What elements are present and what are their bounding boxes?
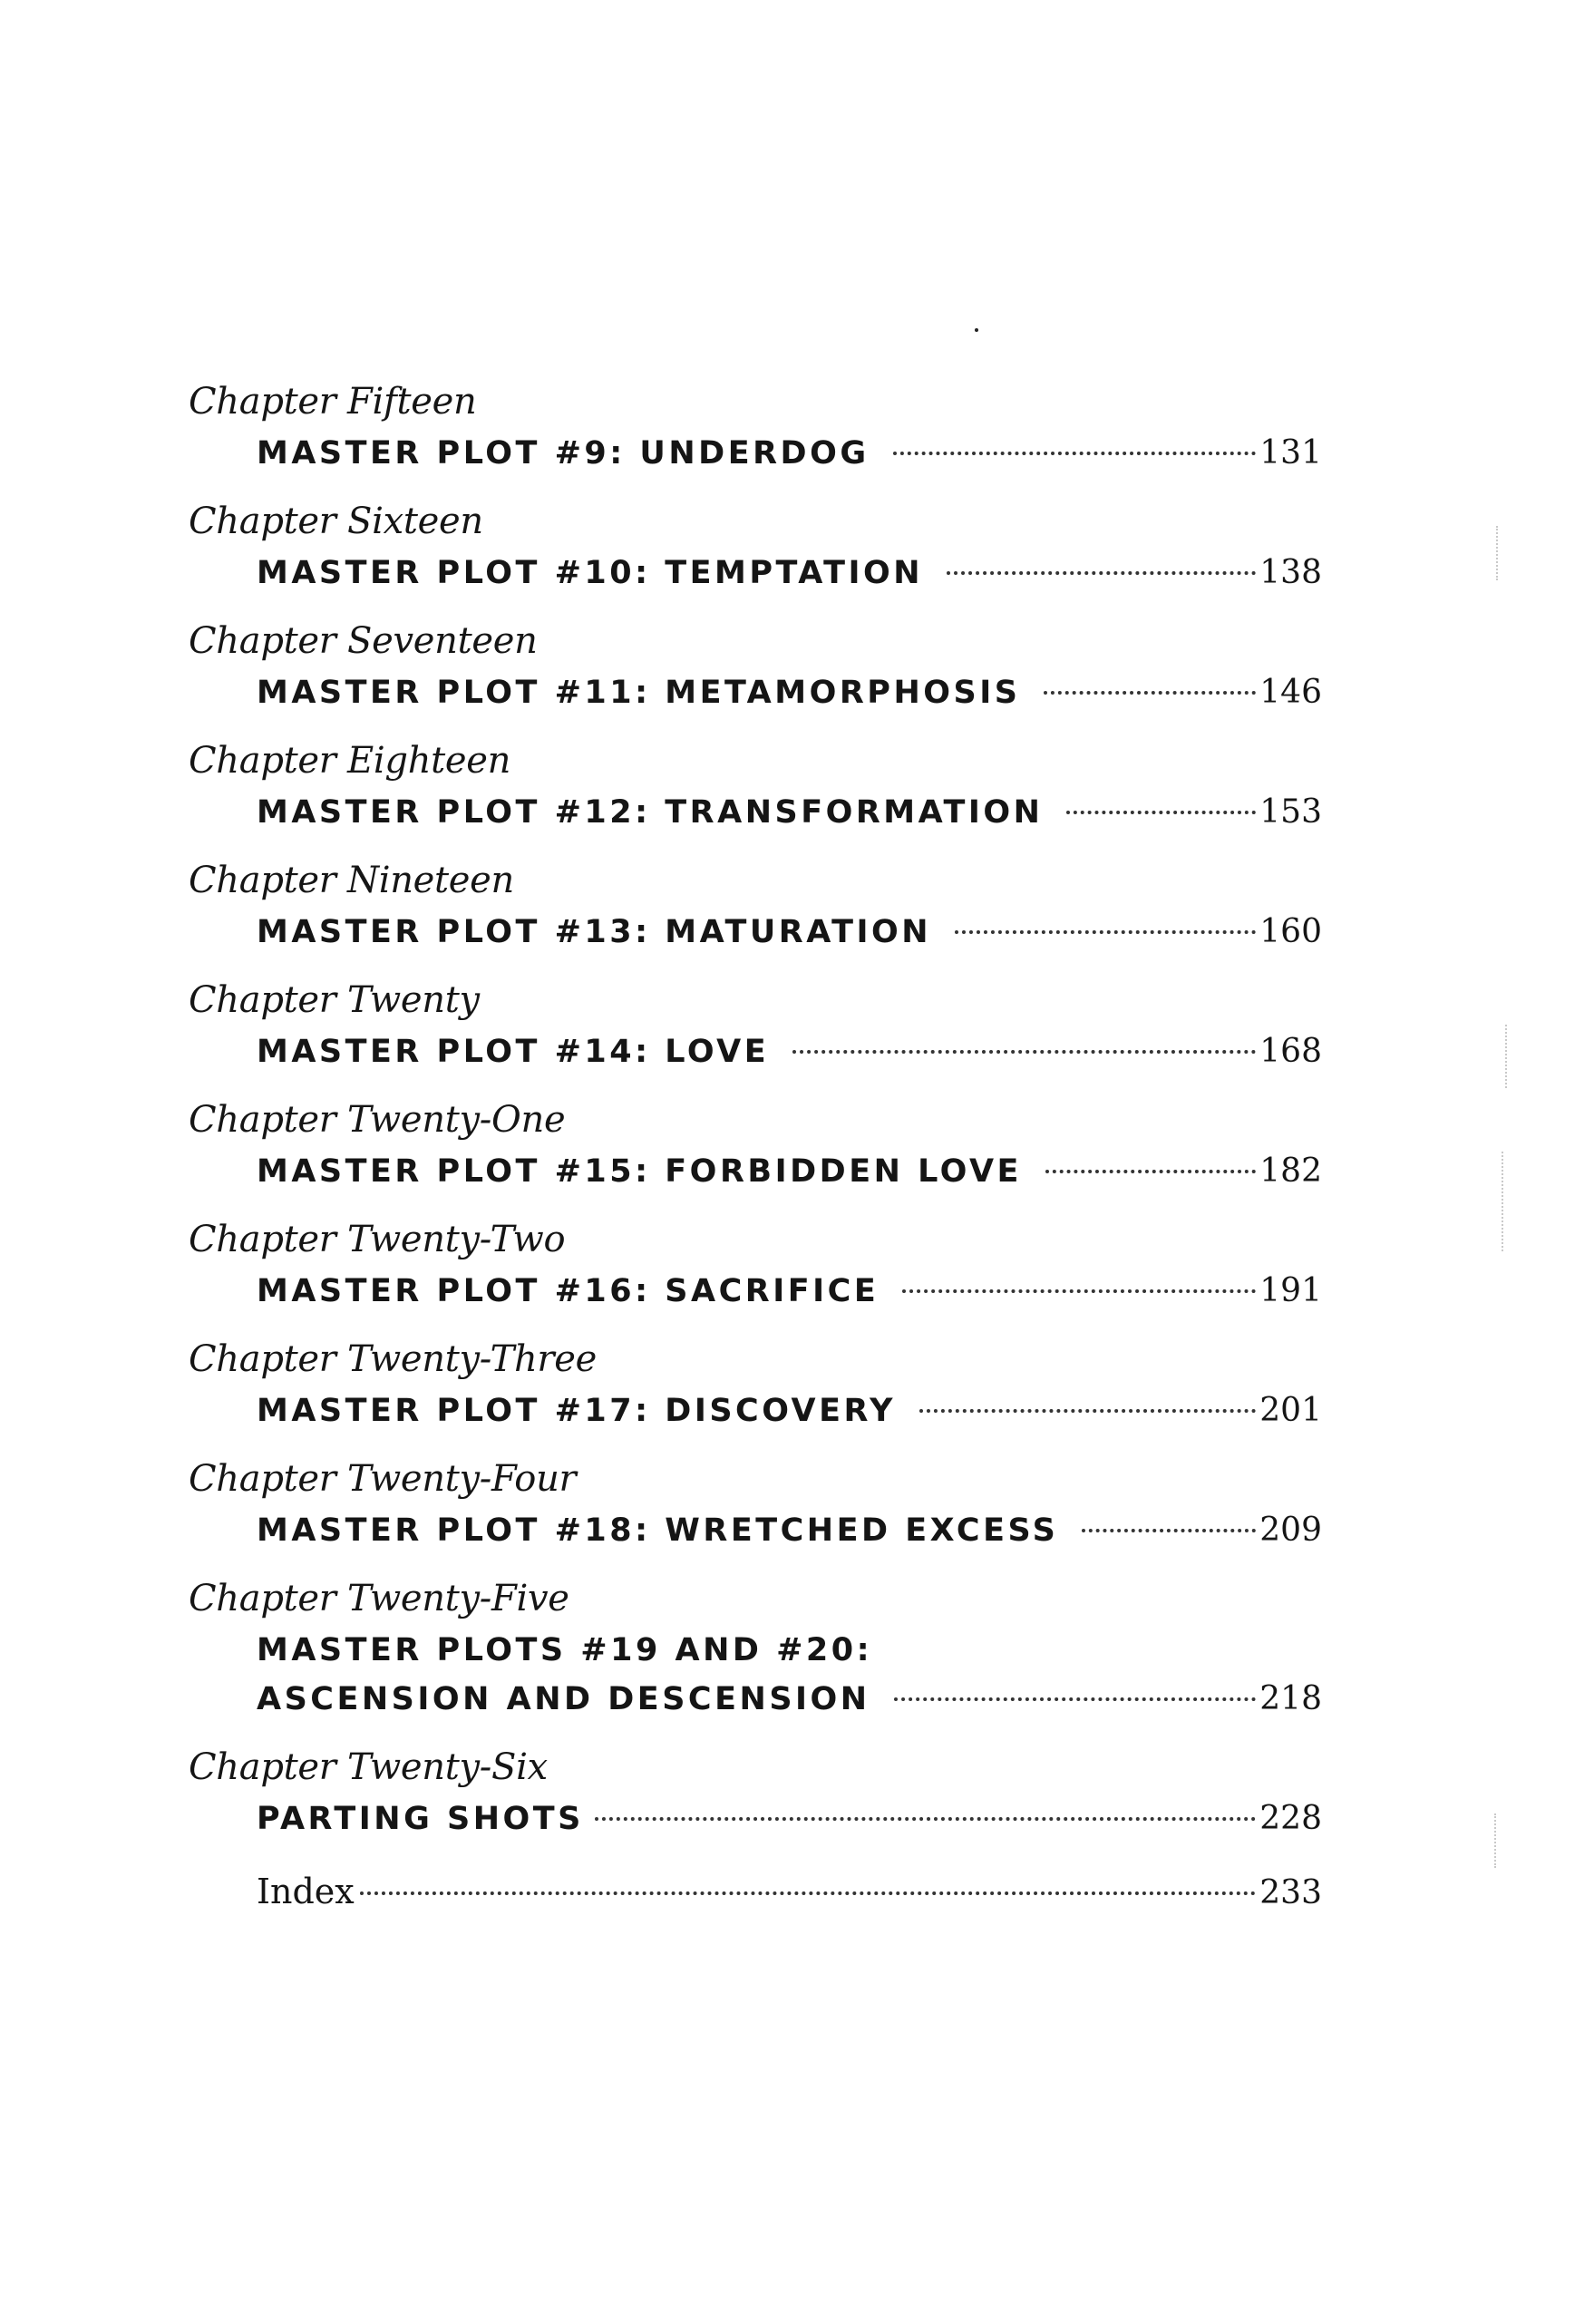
dot-leader bbox=[894, 1697, 1257, 1701]
plot-title: MASTER PLOT #16: SACRIFICE bbox=[257, 1273, 880, 1309]
plot-title: MASTER PLOT #13: MATURATION bbox=[257, 914, 932, 950]
page-number: 233 bbox=[1259, 1874, 1322, 1911]
toc-entry bbox=[189, 499, 1322, 618]
chapter-label: Chapter Seventeen bbox=[189, 620, 538, 662]
page-number: 201 bbox=[1259, 1392, 1322, 1429]
margin-scan-mark bbox=[1502, 1152, 1505, 1251]
margin-scan-mark bbox=[1505, 1025, 1509, 1088]
page-number: 168 bbox=[1259, 1033, 1322, 1070]
plot-title-line1: MASTER PLOTS #19 AND #20: bbox=[257, 1632, 873, 1668]
chapter-label: Chapter Twenty-Four bbox=[189, 1458, 577, 1500]
dot-leader bbox=[947, 571, 1256, 575]
chapter-label: Chapter Nineteen bbox=[189, 860, 515, 901]
chapter-label: Chapter Fifteen bbox=[189, 381, 477, 423]
dot-leader bbox=[1082, 1529, 1256, 1532]
toc-entry bbox=[189, 977, 1322, 1097]
plot-title: MASTER PLOT #11: METAMORPHOSIS bbox=[257, 675, 1021, 711]
dot-leader bbox=[360, 1891, 1257, 1895]
toc-line[interactable] bbox=[257, 787, 1322, 838]
toc-line[interactable] bbox=[257, 1794, 1322, 1844]
toc-entry bbox=[189, 1745, 1322, 1864]
toc-line[interactable] bbox=[257, 428, 1322, 479]
dot-leader bbox=[1044, 691, 1256, 695]
dot-leader bbox=[955, 930, 1256, 934]
print-speck bbox=[975, 328, 978, 332]
plot-title: PARTING SHOTS bbox=[257, 1801, 584, 1837]
chapter-label: Chapter Twenty bbox=[189, 979, 480, 1021]
chapter-label: Chapter Twenty-One bbox=[189, 1099, 566, 1141]
page-number: 138 bbox=[1259, 554, 1322, 591]
plot-title: MASTER PLOT #9: UNDERDOG bbox=[257, 435, 870, 472]
page-number: 153 bbox=[1259, 793, 1322, 831]
page-number: 228 bbox=[1259, 1800, 1322, 1837]
toc-entry bbox=[189, 618, 1322, 738]
toc-entry-two-line bbox=[189, 1576, 1322, 1745]
dot-leader bbox=[1045, 1170, 1256, 1173]
chapter-label: Chapter Twenty-Two bbox=[189, 1219, 566, 1260]
toc-line[interactable] bbox=[257, 1266, 1322, 1317]
plot-title: MASTER PLOT #18: WRETCHED EXCESS bbox=[257, 1512, 1059, 1549]
toc-line[interactable] bbox=[257, 1505, 1322, 1556]
toc-line-first[interactable] bbox=[257, 1625, 872, 1676]
margin-scan-mark bbox=[1494, 1813, 1498, 1868]
index-line[interactable] bbox=[257, 1866, 1322, 1917]
toc-line[interactable] bbox=[257, 548, 1322, 598]
index-label: Index bbox=[257, 1872, 355, 1911]
dot-leader bbox=[893, 452, 1257, 455]
toc-line[interactable] bbox=[257, 1146, 1322, 1197]
page-number: 191 bbox=[1259, 1272, 1322, 1309]
toc-entry bbox=[189, 1097, 1322, 1217]
dot-leader bbox=[595, 1817, 1256, 1821]
page-number: 131 bbox=[1259, 434, 1322, 472]
toc-line[interactable] bbox=[257, 907, 1322, 958]
plot-title: MASTER PLOT #14: LOVE bbox=[257, 1034, 770, 1070]
dot-leader bbox=[792, 1050, 1256, 1054]
toc-entry bbox=[189, 1337, 1322, 1456]
page-number: 209 bbox=[1259, 1512, 1322, 1549]
page-number: 182 bbox=[1259, 1152, 1322, 1190]
toc-line[interactable] bbox=[257, 1026, 1322, 1077]
chapter-label: Chapter Twenty-Five bbox=[189, 1578, 569, 1619]
toc-line[interactable] bbox=[257, 1386, 1322, 1436]
plot-title: MASTER PLOT #10: TEMPTATION bbox=[257, 555, 924, 591]
margin-scan-mark bbox=[1496, 526, 1500, 580]
toc-line[interactable] bbox=[257, 667, 1322, 718]
plot-title: MASTER PLOT #17: DISCOVERY bbox=[257, 1393, 896, 1429]
table-of-contents bbox=[189, 379, 1322, 1951]
plot-title-line2: ASCENSION AND DESCENSION bbox=[257, 1681, 870, 1717]
toc-index-entry bbox=[189, 1864, 1322, 1951]
plot-title: MASTER PLOT #12: TRANSFORMATION bbox=[257, 794, 1044, 831]
toc-entry bbox=[189, 738, 1322, 858]
toc-entry bbox=[189, 858, 1322, 977]
chapter-label: Chapter Eighteen bbox=[189, 740, 511, 782]
chapter-label: Chapter Sixteen bbox=[189, 501, 483, 542]
toc-entry bbox=[189, 1456, 1322, 1576]
page-number: 160 bbox=[1259, 913, 1322, 950]
toc-entry bbox=[189, 1217, 1322, 1337]
toc-line[interactable] bbox=[257, 1674, 1322, 1725]
dot-leader bbox=[902, 1289, 1256, 1293]
plot-title: MASTER PLOT #15: FORBIDDEN LOVE bbox=[257, 1153, 1022, 1190]
chapter-label: Chapter Twenty-Six bbox=[189, 1746, 548, 1788]
dot-leader bbox=[919, 1409, 1256, 1413]
toc-entry bbox=[189, 379, 1322, 499]
chapter-label: Chapter Twenty-Three bbox=[189, 1338, 597, 1380]
dot-leader bbox=[1066, 811, 1256, 814]
page-number: 146 bbox=[1259, 674, 1322, 711]
page-number: 218 bbox=[1259, 1680, 1322, 1717]
